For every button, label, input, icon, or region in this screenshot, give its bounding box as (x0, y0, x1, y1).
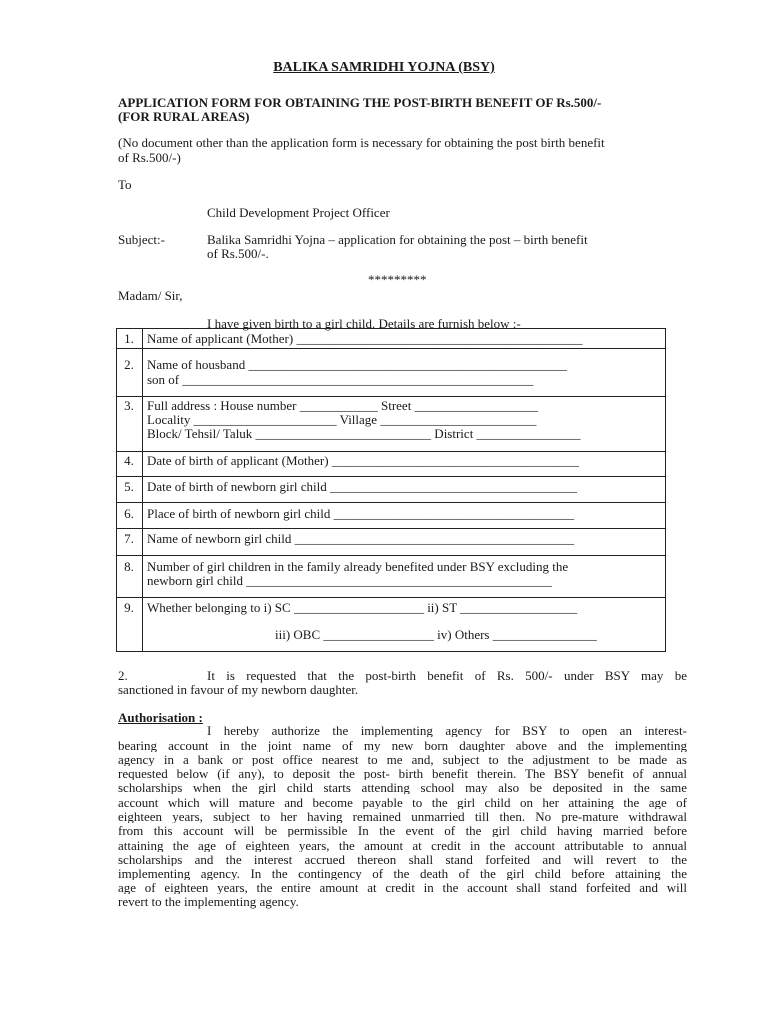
table-column-divider (142, 329, 143, 651)
authorisation-heading: Authorisation : (118, 710, 203, 725)
category-obc-others-field[interactable]: iii) OBC _________________ iv) Others ________________ (275, 627, 597, 642)
address-house-street-field[interactable]: Full address : House number ____________ Street ___________________ (147, 398, 539, 413)
girl-children-count-field[interactable]: newborn girl child _______________________________________________ (147, 573, 552, 588)
authorisation-line: account which will mature and become payable to the girl child on her attaining the age of (118, 795, 687, 809)
authorisation-line: agency in a bank or post office nearest to me and, subject to the adjustment to be made as (118, 752, 687, 766)
subject-line1: Balika Samridhi Yojna – application for obtaining the post – birth benefit (207, 232, 588, 247)
note-line1: (No document other than the application form is necessary for obtaining the post birth benefit (118, 135, 605, 150)
address-locality-village-field[interactable]: Locality ______________________ Village ________________________ (147, 412, 537, 427)
field-number: 1. (124, 331, 134, 346)
applicant-dob-field[interactable]: Date of birth of applicant (Mother) ______________________________________ (147, 453, 579, 468)
authorisation-line: eighteen years, subject to her having remained unmarried till then. No pre-mature withdrawal (118, 809, 687, 823)
authorisation-line: implementing agency. In the contingency of the death of the girl child before attaining the (118, 866, 687, 880)
field-number: 2. (124, 357, 134, 372)
separator: ********* (368, 272, 427, 287)
field-number: 9. (124, 600, 134, 615)
authorisation-line: age of eighteen years, the entire amount at credit in the account shall stand forfeited and will (118, 880, 687, 894)
intro-text: I have given birth to a girl child. Details are furnish below :- (207, 316, 521, 331)
row-divider (117, 502, 665, 503)
document-title: BALIKA SAMRIDHI YOJNA (BSY) (273, 60, 495, 75)
child-dob-field[interactable]: Date of birth of newborn girl child ______________________________________ (147, 479, 578, 494)
authorisation-line: scholarships when the girl child starts attending school may also be deposited in the same (118, 780, 687, 794)
field-number: 4. (124, 453, 134, 468)
request-line2: sanctioned in favour of my newborn daughter. (118, 682, 359, 697)
request-number: 2. (118, 668, 128, 683)
applicant-name-field[interactable]: Name of applicant (Mother) ____________________________________________ (147, 331, 583, 346)
husband-name-field[interactable]: Name of housband _________________________________________________ (147, 357, 567, 372)
girl-children-count-label: Number of girl children in the family already benefited under BSY excluding the (147, 559, 569, 574)
authorisation-line: I hereby authorize the implementing agency for BSY to open an interest- (207, 723, 687, 737)
authorisation-line: attaining the age of eighteen years, the amount at credit in the account attributable to annual (118, 838, 687, 852)
address-block-district-field[interactable]: Block/ Tehsil/ Taluk ___________________________ District ________________ (147, 426, 581, 441)
authorisation-line: scholarships and the interest accrued thereon shall stand forfeited and will revert to the (118, 852, 687, 866)
addressee: Child Development Project Officer (207, 205, 390, 220)
son-of-field[interactable]: son of ______________________________________________________ (147, 372, 534, 387)
field-number: 8. (124, 559, 134, 574)
to-label: To (118, 177, 132, 192)
form-heading-line2: (FOR RURAL AREAS) (118, 109, 250, 124)
authorisation-line: requested below (if any), to deposit the post- birth benefit therein. The BSY benefit of annual (118, 766, 687, 780)
subject-label: Subject:- (118, 232, 165, 247)
field-number: 5. (124, 479, 134, 494)
field-number: 6. (124, 506, 134, 521)
request-line1: It is requested that the post-birth benefit of Rs. 500/- under BSY may be (207, 668, 687, 683)
row-divider (117, 348, 665, 349)
row-divider (117, 396, 665, 397)
authorisation-line: bearing account in the joint name of my new born daughter above and the implementing (118, 738, 687, 752)
authorisation-line: revert to the implementing agency. (118, 894, 299, 909)
salutation: Madam/ Sir, (118, 288, 183, 303)
subject-line2: of Rs.500/-. (207, 246, 269, 261)
row-divider (117, 597, 665, 598)
row-divider (117, 451, 665, 452)
details-table (116, 328, 666, 652)
field-number: 3. (124, 398, 134, 413)
note-line2: of Rs.500/-) (118, 150, 181, 165)
row-divider (117, 528, 665, 529)
child-name-field[interactable]: Name of newborn girl child ___________________________________________ (147, 531, 575, 546)
category-sc-st-field[interactable]: Whether belonging to i) SC ____________________ ii) ST __________________ (147, 600, 578, 615)
field-number: 7. (124, 531, 134, 546)
authorisation-line: from this account will be permissible In the event of the girl child having married before (118, 823, 687, 837)
child-birthplace-field[interactable]: Place of birth of newborn girl child _____________________________________ (147, 506, 575, 521)
row-divider (117, 555, 665, 556)
form-heading-line1: APPLICATION FORM FOR OBTAINING THE POST-BIRTH BENEFIT OF Rs.500/- (118, 95, 602, 110)
row-divider (117, 476, 665, 477)
